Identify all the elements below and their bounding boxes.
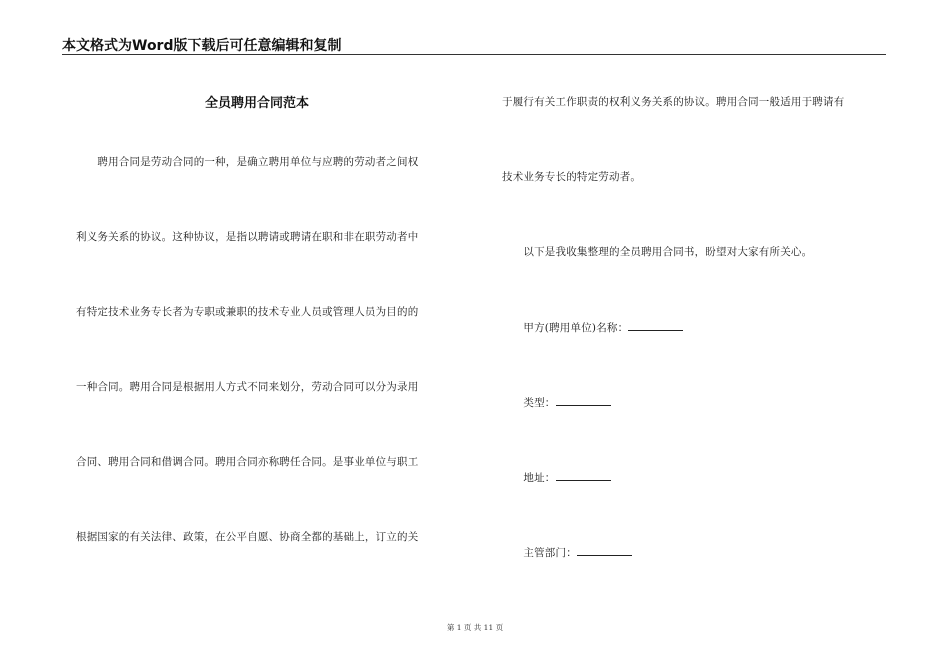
- left-paragraph-line: 根据国家的有关法律、政策，在公平自愿、协商全都的基础上，订立的关: [76, 531, 419, 543]
- field-label: 类型：: [502, 397, 556, 409]
- document-title: 全员聘用合同范本: [205, 96, 310, 111]
- right-paragraph-line: 技术业务专长的特定劳动者。: [502, 171, 642, 183]
- intro-paragraph-line: 以下是我收集整理的全员聘用合同书，盼望对大家有所关心。: [502, 246, 813, 258]
- page-number: 第 1 页 共 11 页: [446, 623, 504, 632]
- fill-in-blank: [577, 544, 632, 556]
- fill-in-blank: [628, 319, 683, 331]
- left-paragraph-line: 聘用合同是劳动合同的一种，是确立聘用单位与应聘的劳动者之间权: [76, 156, 419, 168]
- left-paragraph-line: 有特定技术业务专长者为专职或兼职的技术专业人员或管理人员为目的的: [76, 306, 419, 318]
- fill-in-blank: [556, 469, 611, 481]
- page-header: [62, 34, 886, 55]
- left-paragraph-line: 一种合同。聘用合同是根据用人方式不同来划分，劳动合同可以分为录用: [76, 381, 419, 393]
- field-label: 甲方(聘用单位)名称：: [502, 322, 629, 334]
- field-label: 主管部门：: [502, 547, 577, 559]
- supervising-department-field: [502, 544, 632, 560]
- employer-type-field: [502, 394, 611, 410]
- left-paragraph-line: 利义务关系的协议。这种协议，是指以聘请或聘请在职和非在职劳动者中: [76, 231, 419, 243]
- fill-in-blank: [556, 394, 611, 406]
- employer-address-field: [502, 469, 611, 485]
- left-paragraph-line: 合同、聘用合同和借调合同。聘用合同亦称聘任合同。是事业单位与职工: [76, 456, 419, 468]
- header-notice: 本文格式为Word版下载后可任意编辑和复制: [62, 38, 342, 54]
- employer-name-field: [502, 319, 683, 335]
- field-label: 地址：: [502, 472, 556, 484]
- right-paragraph-line: 于履行有关工作职责的权利义务关系的协议。聘用合同一般适用于聘请有: [502, 96, 845, 108]
